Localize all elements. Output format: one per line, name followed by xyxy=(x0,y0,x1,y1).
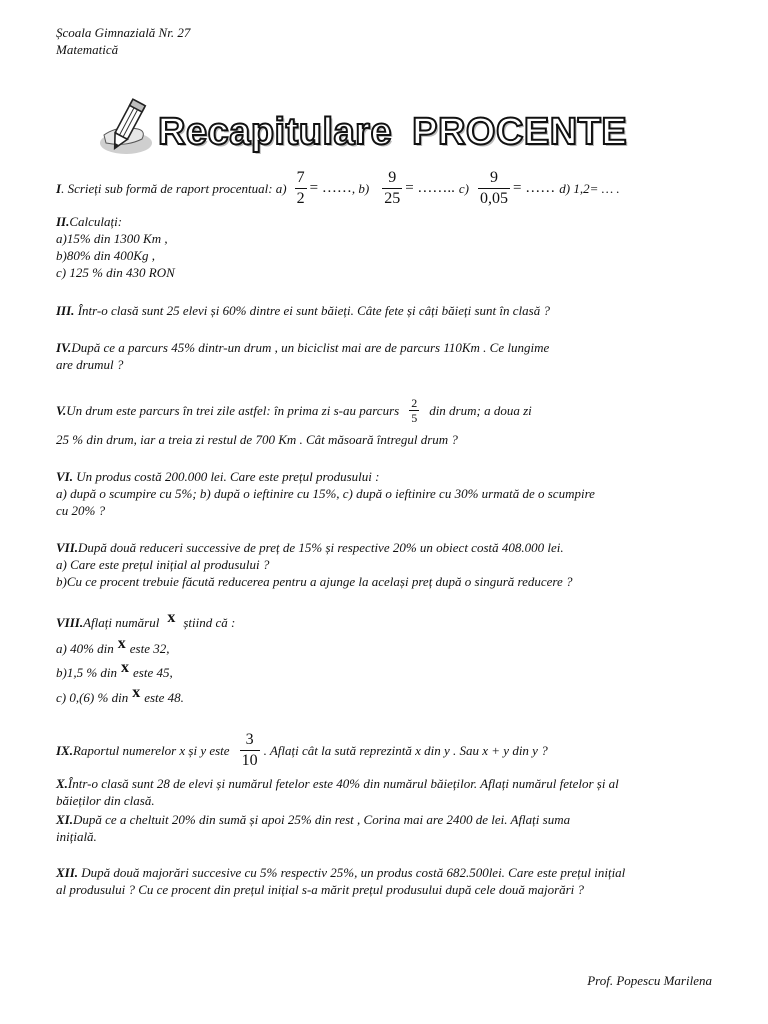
question-text: După două majorări succesive cu 5% respectiv 25%, un produs costă 682.500lei. Care este prețul inițial xyxy=(78,865,626,880)
question-text: Raportul numerelor x și y este xyxy=(72,742,230,758)
question-7 xyxy=(56,539,573,590)
question-11 xyxy=(56,811,570,845)
blank-b: = …….. xyxy=(405,179,455,196)
item-a: a) Care este prețul inițial al produsului ? xyxy=(56,557,270,572)
question-text-cont: băieților din clasă. xyxy=(56,793,155,808)
question-9 xyxy=(56,727,548,773)
item-text: c) 0,(6) % din xyxy=(56,690,129,705)
fraction-numerator: 2 xyxy=(411,395,418,410)
title-word-procente: PROCENTE xyxy=(412,111,628,153)
author-signature: Prof. Popescu Marilena xyxy=(587,973,712,988)
question-text: Într-o clasă sunt 25 elevi și 60% dintre ei sunt băieți. Câte fete și câți băieți sunt în clasă ? xyxy=(74,303,550,318)
question-5 xyxy=(56,392,532,428)
question-number: IX. xyxy=(56,742,73,758)
fraction-numerator: 9 xyxy=(388,168,397,186)
question-text: Un drum este parcurs în trei zile astfel: în prima zi s-au parcurs xyxy=(66,402,400,418)
variable-x: x xyxy=(117,635,126,652)
question-text-post: știind că : xyxy=(183,615,236,630)
question-number: XI. xyxy=(56,812,73,827)
question-1 xyxy=(56,162,620,214)
variable-x: x xyxy=(121,659,130,676)
item-c xyxy=(56,684,184,706)
question-text: Aflați numărul xyxy=(83,615,160,630)
question-5-line2: 25 % din drum, iar a treia zi restul de 700 Km . Cât măsoară întregul drum ? xyxy=(56,432,458,447)
variable-x: x xyxy=(167,609,176,626)
pencil-icon xyxy=(96,95,158,159)
item-b: b)80% din 400Kg , xyxy=(56,248,155,263)
label-b: , b) xyxy=(351,180,370,196)
question-text: După ce a cheltuit 20% din sumă și apoi 25% din rest , Corina mai are 2400 de lei. Aflați suma xyxy=(72,812,571,827)
fraction-numerator: 9 xyxy=(490,168,499,186)
question-10 xyxy=(56,775,619,809)
title-word-recapitulare: Recapitulare xyxy=(158,111,393,153)
fraction-a xyxy=(295,168,307,209)
item-text: b)1,5 % din xyxy=(56,665,118,680)
page-title xyxy=(158,110,627,154)
fraction-c xyxy=(478,168,510,209)
fraction-denominator: 0,05 xyxy=(480,189,509,207)
item-text-post: este 32, xyxy=(129,641,170,656)
question-text: După ce a parcurs 45% dintr-un drum , un biciclist mai are de parcurs 110Km . Ce lungime xyxy=(71,340,550,355)
fraction-numerator: 7 xyxy=(296,168,305,186)
item-b xyxy=(56,659,173,681)
question-number: VIII. xyxy=(56,615,84,630)
fraction-denominator: 5 xyxy=(411,410,418,425)
label-d: d) 1,2= … . xyxy=(559,180,620,196)
question-number: I xyxy=(56,180,62,196)
question-text-post: din drum; a doua zi xyxy=(429,402,532,418)
blank-c: = …… xyxy=(513,179,556,196)
item-c: c) 125 % din 430 RON xyxy=(56,265,175,280)
question-number: V. xyxy=(56,402,67,418)
item-text: a) 40% din xyxy=(56,641,114,656)
question-number: II. xyxy=(56,214,70,229)
blank-a: = …… xyxy=(309,179,352,196)
question-text: . Scrieți sub formă de raport procentual: a) xyxy=(61,180,287,196)
fraction-denominator: 25 xyxy=(384,189,401,207)
fraction xyxy=(240,730,260,771)
fraction-denominator: 2 xyxy=(296,189,305,207)
item-text-post: este 48. xyxy=(144,690,184,705)
question-number: XII. xyxy=(56,865,79,880)
question-number: III. xyxy=(56,303,75,318)
question-number: IV. xyxy=(56,340,72,355)
question-text-cont: inițială. xyxy=(56,829,97,844)
question-text: Calculați: xyxy=(69,214,123,229)
question-text-cont: al produsului ? Cu ce procent din prețul inițial s-a mărit prețul produsului după cele două majorări ? xyxy=(56,882,585,897)
question-text: După două reduceri successive de preț de 15% și respective 20% un obiect costă 408.000 lei. xyxy=(78,540,564,555)
item-a xyxy=(56,635,170,657)
question-items-cont: cu 20% ? xyxy=(56,503,106,518)
question-number: VII. xyxy=(56,540,79,555)
question-8 xyxy=(56,609,236,631)
question-text: Un produs costă 200.000 lei. Care este prețul produsului : xyxy=(72,469,380,484)
label-c: c) xyxy=(458,180,470,196)
question-text-post: . Aflați cât la sută reprezintă x din y . Sau x + y din y ? xyxy=(263,742,548,758)
question-4 xyxy=(56,339,549,373)
question-text: Într-o clasă sunt 28 de elevi și numărul fetelor este 40% din numărul băieților. Aflați numărul fetelor și al xyxy=(67,776,619,791)
question-3 xyxy=(56,302,550,319)
question-number: X. xyxy=(56,776,68,791)
question-2 xyxy=(56,213,175,281)
question-number: VI. xyxy=(56,469,73,484)
question-items: a) după o scumpire cu 5%; b) după o ieftinire cu 15%, c) după o ieftinire cu 30% urmată de o scumpire xyxy=(56,486,595,501)
item-text-post: este 45, xyxy=(133,665,173,680)
question-text-cont: are drumul ? xyxy=(56,357,124,372)
fraction-b xyxy=(382,168,402,209)
item-b: b)Cu ce procent trebuie făcută reducerea pentru a ajunge la același preț după o singură reducere ? xyxy=(56,574,573,589)
variable-x: x xyxy=(132,684,141,701)
school-name: Școala Gimnazială Nr. 27 xyxy=(56,25,191,40)
subject-name: Matematică xyxy=(56,42,119,57)
question-6 xyxy=(56,468,595,519)
fraction xyxy=(409,396,419,425)
fraction-numerator: 3 xyxy=(245,730,254,748)
item-a: a)15% din 1300 Km , xyxy=(56,231,168,246)
fraction-denominator: 10 xyxy=(241,751,258,769)
question-12 xyxy=(56,864,625,898)
